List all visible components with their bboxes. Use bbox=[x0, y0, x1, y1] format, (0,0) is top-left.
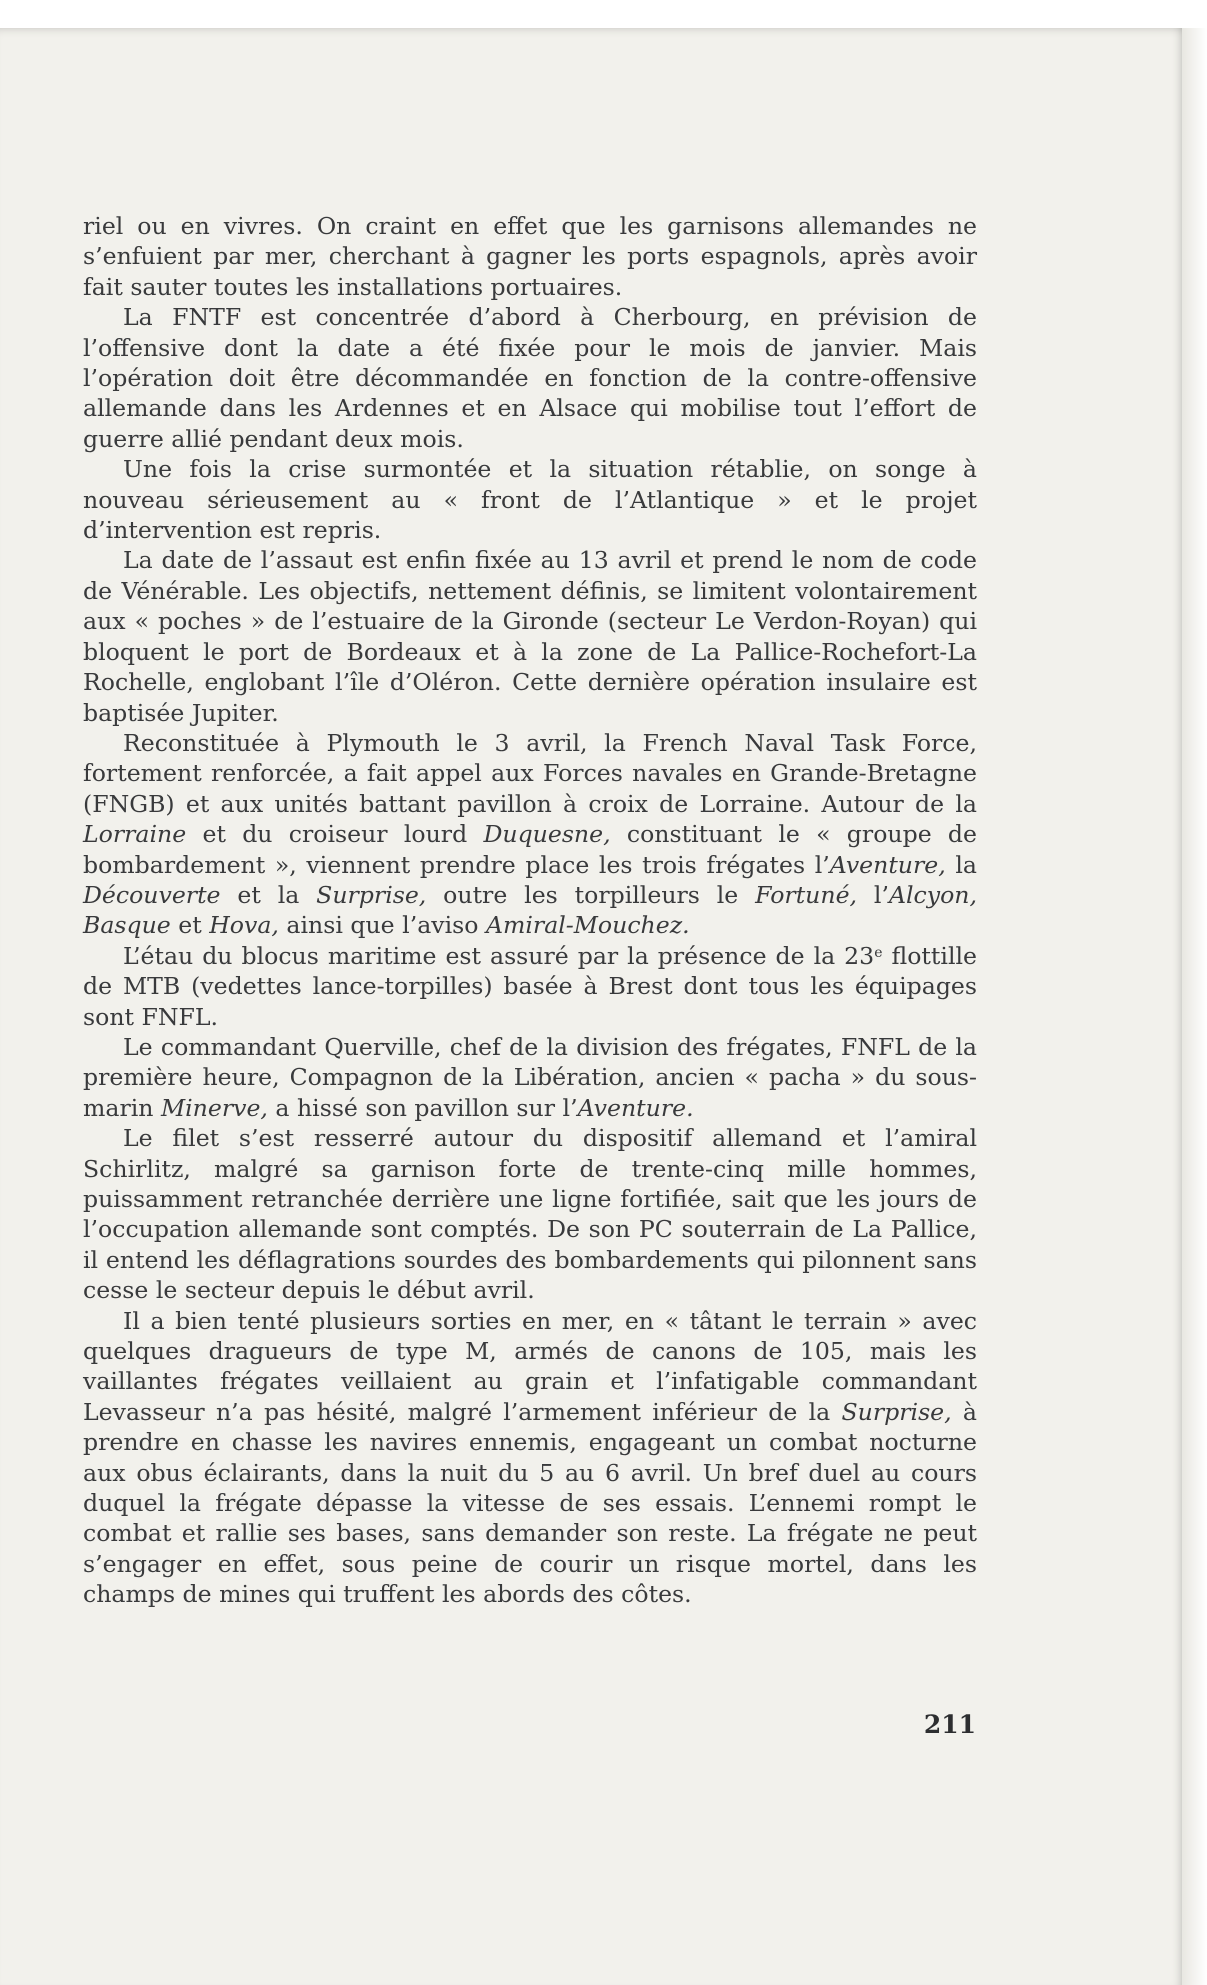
text-run: La date de l’assaut est enfin fixée au 13 avril et prend le nom de code de Vénérable. Les objectifs, nettement définis, se limitent volontairement aux « poches » de l’estuaire de la Gironde (secteur Le Verdon-Royan) qui bloquent le port de Bordeaux et à la zone de La Pallice-Rochefort-La Rochelle, englobant l’île d’Oléron. Cette dernière opération insulaire est baptisée Jupiter. bbox=[83, 546, 977, 727]
paragraph bbox=[83, 545, 977, 727]
text-run: à prendre en chasse les navires ennemis, engageant un combat nocturne aux obus éclairants, dans la nuit du 5 au 6 avril. Un bref duel au cours duquel la frégate dépasse la vitesse de ses essais. L’ennemi rompt le combat et rallie ses bases, sans demander son reste. La frégate ne peut s’engager en effet, sous peine de courir un risque mortel, dans les champs de mines qui truffent les abords des côtes. bbox=[83, 1397, 977, 1609]
italic-text: Amiral-Mouchez. bbox=[485, 911, 690, 940]
text-run: la bbox=[945, 850, 977, 879]
italic-text: Aventure, bbox=[829, 850, 946, 879]
text-run: et la bbox=[220, 880, 317, 909]
superscript: e bbox=[874, 944, 883, 961]
italic-text: Découverte bbox=[83, 880, 221, 909]
italic-text: Duquesne, bbox=[483, 820, 611, 849]
text-run: ainsi que l’aviso bbox=[278, 911, 486, 940]
text-run: a hissé son pavillon sur l’ bbox=[267, 1093, 578, 1122]
text-run: Le commandant Querville, chef de la division des frégates, FNFL de la première heure, Compagnon de la Libération, ancien « pacha » du sous-marin bbox=[83, 1032, 977, 1122]
italic-text: Alcyon, Basque bbox=[83, 880, 977, 940]
italic-text: Minerve, bbox=[160, 1093, 268, 1122]
italic-text: Surprise, bbox=[316, 880, 427, 909]
text-run: Reconstituée à Plymouth le 3 avril, la French Naval Task Force, fortement renforcée, a fait appel aux Forces navales en Grande-Bretagne (FNGB) et aux unités battant pavillon à croix de Lorraine. Autour de la bbox=[83, 728, 977, 818]
italic-text: Aventure. bbox=[577, 1093, 694, 1122]
paragraph bbox=[83, 1123, 977, 1305]
text-run: riel ou en vivres. On craint en effet que les garnisons allemandes ne s’enfuient par mer, cherchant à gagner les ports espagnols, après avoir fait sauter toutes les installations portuaires. bbox=[83, 212, 977, 301]
text-run: outre les torpilleurs le bbox=[426, 880, 756, 909]
italic-text: Hova, bbox=[209, 911, 279, 940]
paragraph bbox=[83, 454, 977, 545]
paragraph bbox=[83, 1032, 977, 1123]
italic-text: Surprise, bbox=[841, 1397, 952, 1426]
body-text bbox=[83, 211, 977, 1610]
page-edge-shadow bbox=[1182, 28, 1207, 1985]
text-run: La FNTF est concentrée d’abord à Cherbourg, en prévision de l’offensive dont la date a été fixée pour le mois de janvier. Mais l’opération doit être décommandée en fonction de la contre-offensive allemande dans les Ardennes et en Alsace qui mobilise tout l’effort de guerre allié pendant deux mois. bbox=[83, 303, 977, 453]
text-run: Le filet s’est resserré autour du dispositif allemand et l’amiral Schirlitz, malgré sa garnison forte de trente-cinq mille hommes, puissamment retranchée derrière une ligne fortifiée, sait que les jours de l’occupation allemande sont comptés. De son PC souterrain de La Pallice, il entend les déflagrations sourdes des bombardements qui pilonnent sans cesse le secteur depuis le début avril. bbox=[83, 1124, 977, 1305]
text-run: Une fois la crise surmontée et la situation rétablie, on songe à nouveau sérieusement au « front de l’Atlantique » et le projet d’intervention est repris. bbox=[83, 455, 977, 545]
text-run: constituant le « groupe de bombardement », viennent prendre place les trois frégates l’ bbox=[83, 820, 978, 879]
paragraph bbox=[83, 1306, 977, 1610]
paragraph bbox=[83, 941, 977, 1032]
text-run: et bbox=[170, 911, 210, 940]
paragraph bbox=[83, 302, 977, 454]
text-run: L’étau du blocus maritime est assuré par la présence de la 23 bbox=[123, 941, 875, 970]
italic-text: Lorraine bbox=[83, 820, 187, 849]
page-number: 211 bbox=[923, 1710, 976, 1739]
text-run: Il a bien tenté plusieurs sorties en mer, en « tâtant le terrain » avec quelques dragueurs de type M, armés de canons de 105, mais les vaillantes frégates veillaient au grain et l’infatigable commandant Levasseur n’a pas hésité, malgré l’armement inférieur de la bbox=[83, 1306, 977, 1426]
italic-text: Fortuné, bbox=[755, 880, 858, 909]
text-run: et du croiseur lourd bbox=[186, 820, 484, 849]
paragraph bbox=[83, 728, 977, 941]
text-run: flottille de MTB (vedettes lance-torpilles) basée à Brest dont tous les équipages sont FNFL. bbox=[83, 941, 977, 1031]
text-run: l’ bbox=[857, 880, 889, 909]
paragraph bbox=[83, 211, 977, 302]
